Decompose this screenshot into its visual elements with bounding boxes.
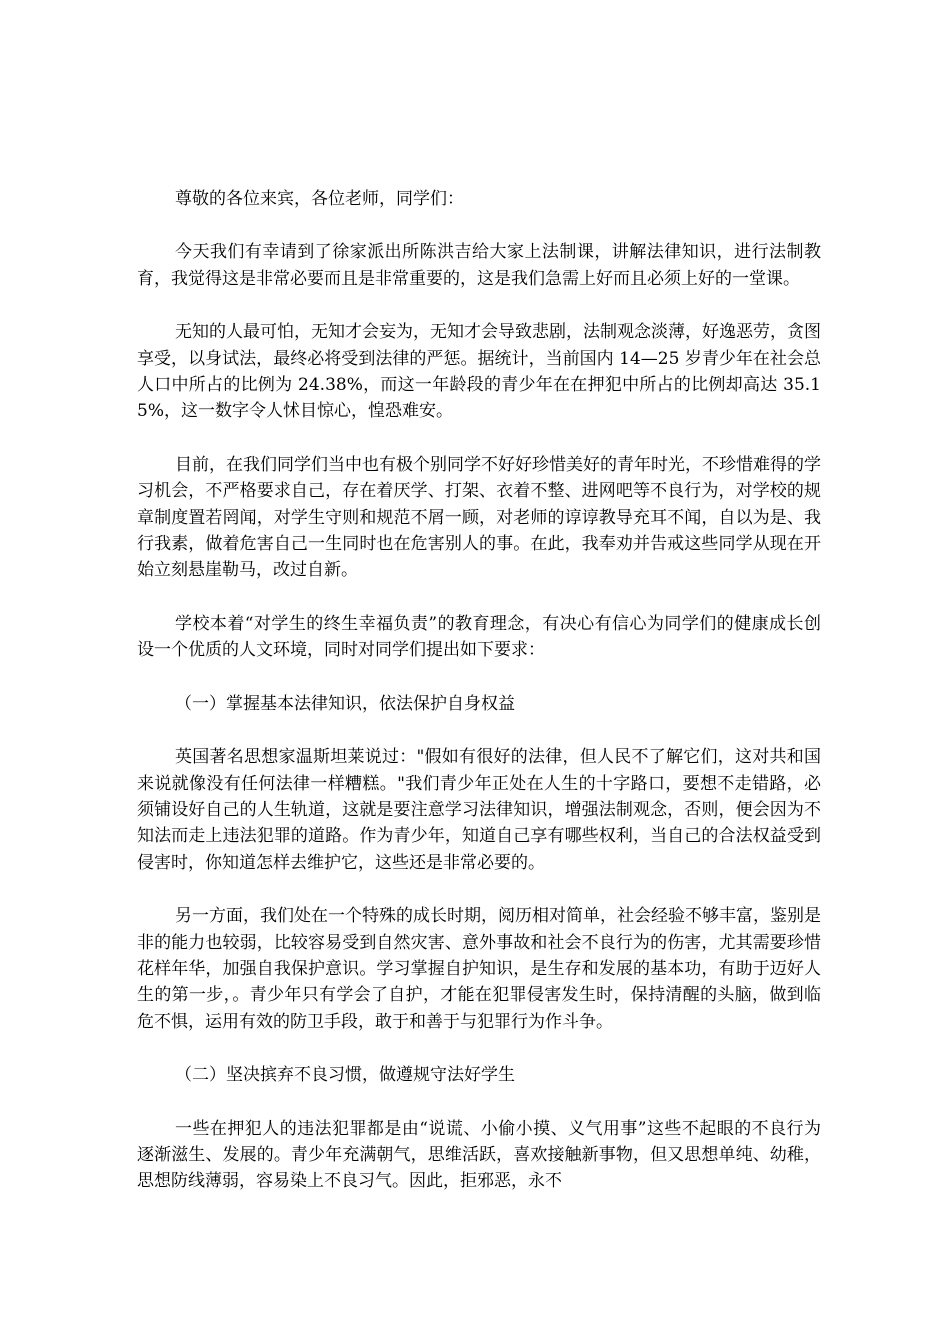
salutation: 尊敬的各位来宾，各位老师，同学们： [175,189,464,209]
section-heading-2: （二）坚决摈弃不良习惯，做遵规守法好学生 [175,1065,515,1086]
paragraph-self-protection: 另一方面，我们处在一个特殊的成长时期，阅历相对简单，社会经验不够丰富，鉴别是非的能力也较弱，比较容易受到自然灾害、意外事故和社会不良行为的伤害，尤其需要珍惜花样年华，加强自我保护意识。学习掌握自护知识，是生存和发展的基本功，有助于迈好人生的第一步，。青少年只有学会了自护，才能在犯罪侵害发生时，保持清醒的头脑，做到临危不惧，运用有效的防卫手段，敢于和善于与犯罪行为作斗争。 [137,906,821,1032]
paragraph-bad-habits: 一些在押犯人的违法犯罪都是由“说谎、小偷小摸、义气用事”这些不起眼的不良行为逐渐滋生、发展的。青少年充满朝气，思维活跃，喜欢接触新事物，但又思想单纯、幼稚，思想防线薄弱，容易染上不良习气。因此，拒邪恶，永不 [137,1118,821,1192]
paragraph-statistics: 无知的人最可怕，无知才会妄为，无知才会导致悲剧，法制观念淡薄，好逸恶劳，贪图享受，以身试法，最终必将受到法律的严惩。据统计，当前国内 14—25 岁青少年在社会总人口中所占的比例为 24.38%，而这一年龄段的青少年在在押犯中所占的比例却高达 35.15%，这一数字令人怵目惊心，惶恐难安。 [137,322,821,422]
paragraph-current-issues: 目前，在我们同学们当中也有极个别同学不好好珍惜美好的青年时光，不珍惜难得的学习机会，不严格要求自己，存在着厌学、打架、衣着不整、进网吧等不良行为，对学校的规章制度置若罔闻，对学生守则和规范不屑一顾，对老师的谆谆教导充耳不闻，自以为是、我行我素，做着危害自己一生同时也在危害别人的事。在此，我奉劝并告戒这些同学从现在开始立刻悬崖勒马，改过自新。 [137,454,821,581]
paragraph-school-requirements: 学校本着“对学生的终生幸福负责”的教育理念，有决心有信心为同学们的健康成长创设一个优质的人文环境，同时对同学们提出如下要求： [137,613,821,661]
paragraph-law-knowledge: 英国著名思想家温斯坦莱说过："假如有很好的法律，但人民不了解它们，这对共和国来说就像没有任何法律一样糟糕。"我们青少年正处在人生的十字路口，要想不走错路，必须铺设好自己的人生轨道，这就是要注意学习法律知识，增强法制观念，否则，便会因为不知法而走上违法犯罪的道路。作为青少年，知道自己享有哪些权利，当自己的合法权益受到侵害时，你知道怎样去维护它，这些还是非常必要的。 [137,747,821,873]
document-page [137,186,821,1222]
section-heading-1: （一）掌握基本法律知识，依法保护自身权益 [175,693,515,714]
paragraph-intro: 今天我们有幸请到了徐家派出所陈洪吉给大家上法制课，讲解法律知识，进行法制教育，我觉得这是非常必要而且是非常重要的，这是我们急需上好而且必须上好的一堂课。 [137,242,821,289]
